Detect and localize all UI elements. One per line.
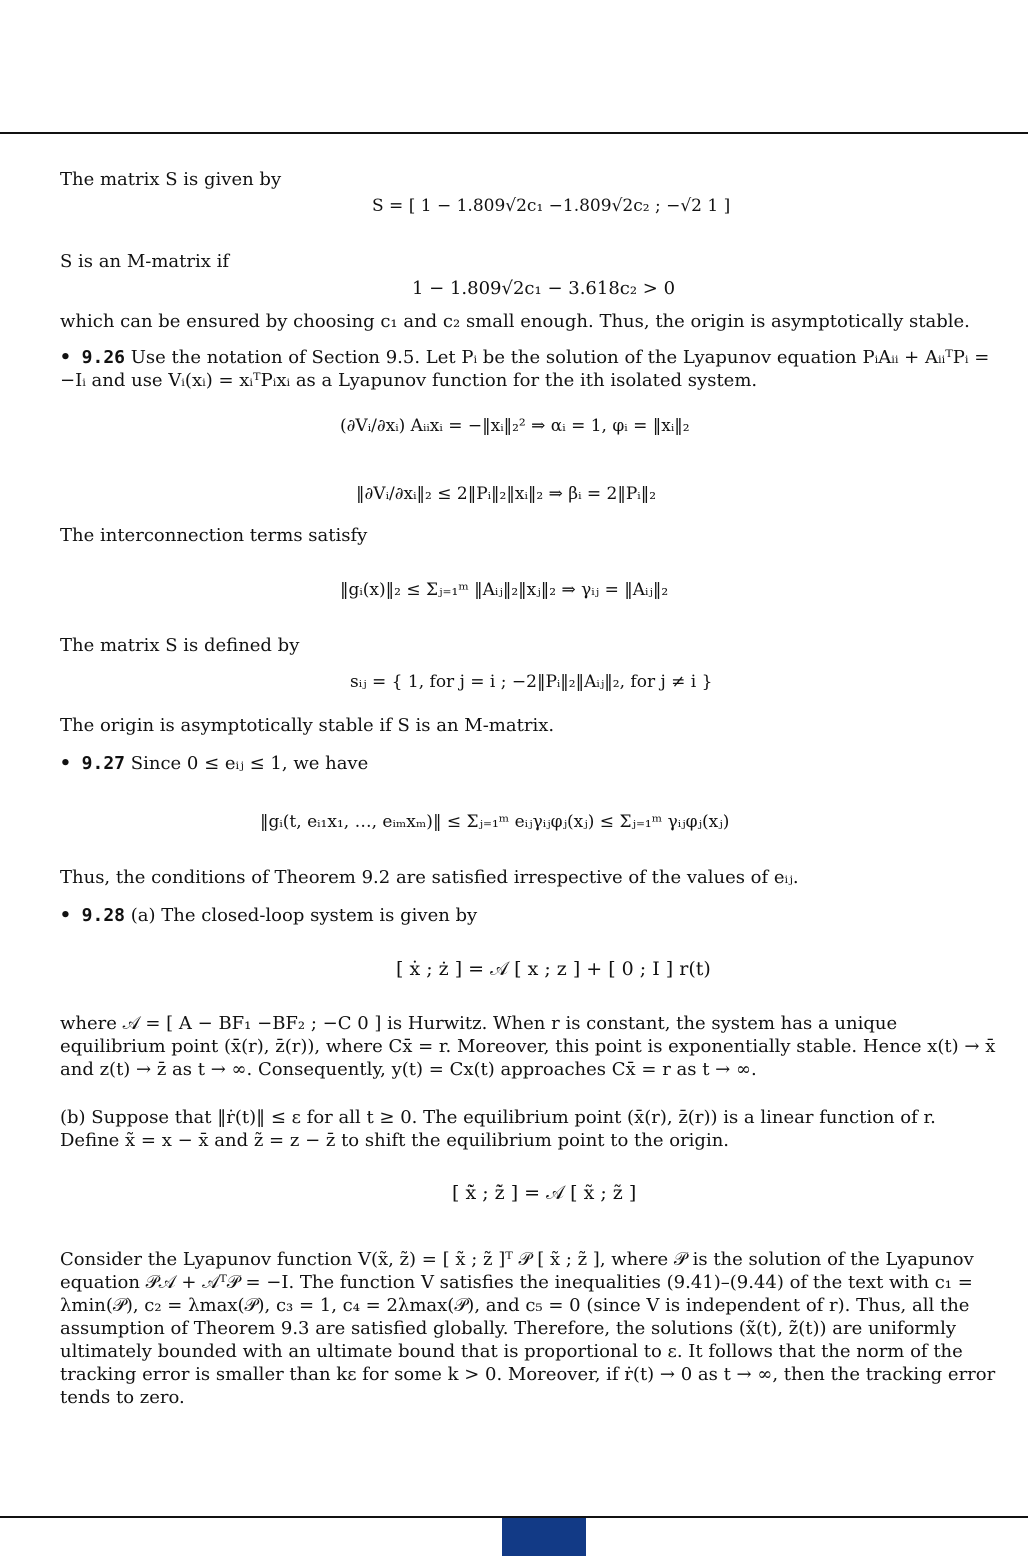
para-s-defined: The matrix S is defined by (60, 635, 300, 656)
eq-dv-aii: (∂Vᵢ/∂xᵢ) Aᵢᵢxᵢ = −‖xᵢ‖₂² ⇒ αᵢ = 1, φᵢ = ‖xᵢ‖₂ (340, 416, 690, 436)
eq-gi-eij: ‖gᵢ(t, eᵢ₁x₁, …, eᵢₘxₘ)‖ ≤ Σⱼ₌₁ᵐ eᵢⱼγᵢⱼφⱼ(xⱼ) ≤ Σⱼ₌₁ᵐ γᵢⱼφⱼ(xⱼ) (260, 812, 730, 832)
para-lyapunov: Consider the Lyapunov function V(x̃, z̃) = [ x̃ ; z̃ ]ᵀ 𝒫 [ x̃ ; z̃ ], where 𝒫 is the solution of the Lyapunov equation 𝒫𝒜 + 𝒜ᵀ𝒫 = −I. The function V satisfies the inequalities (9.41)–(9.44) of the text with c₁ = λmin(𝒫), c₂ = λmax(𝒫), c₃ = 1, c₄ = 2λmax(𝒫), and c₅ = 0 (since V is independent of r). Thus, all the assumption of Theorem 9.3 are satisfied globally. Therefore, the solutions (x̃(t), z̃(t)) are uniformly ultimately bounded with an ultimate bound that is proportional to ε. It follows that the norm of the tracking error is smaller than kε for some k > 0. Moreover, if ṙ(t) → 0 as t → ∞, then the tracking error tends to zero. (60, 1249, 996, 1408)
para-m-matrix-if: S is an M-matrix if (60, 251, 230, 272)
page-number-box (502, 1518, 586, 1556)
para-choose-c: which can be ensured by choosing c₁ and c₂ small enough. Thus, the origin is asymptotically stable. (60, 311, 970, 332)
para-part-b: (b) Suppose that ‖ṙ(t)‖ ≤ ε for all t ≥ 0. The equilibrium point (x̄(r), z̄(r)) is a linear function of r. Define x̃ = x − x̄ and z̃ = z − z̄ to shift the equilibrium point to the origin. (60, 1107, 936, 1151)
eq-m-condition: 1 − 1.809√2c₁ − 3.618c₂ > 0 (412, 278, 676, 299)
problem-label-9-26: • 9.26 (60, 347, 126, 368)
eq-gi-bound: ‖gᵢ(x)‖₂ ≤ Σⱼ₌₁ᵐ ‖Aᵢⱼ‖₂‖xⱼ‖₂ ⇒ γᵢⱼ = ‖Aᵢⱼ‖₂ (340, 580, 669, 600)
eq-sij: sᵢⱼ = { 1, for j = i ; −2‖Pᵢ‖₂‖Aᵢⱼ‖₂, for j ≠ i } (350, 672, 713, 692)
para-9-27-text: Since 0 ≤ eᵢⱼ ≤ 1, we have (130, 753, 369, 774)
para-9-26 (60, 346, 1000, 392)
eq-dv-norm: ‖∂Vᵢ/∂xᵢ‖₂ ≤ 2‖Pᵢ‖₂‖xᵢ‖₂ ⇒ βᵢ = 2‖Pᵢ‖₂ (356, 484, 657, 504)
para-9-28-text: (a) The closed-loop system is given by (130, 905, 478, 926)
para-interconnection: The interconnection terms satisfy (60, 525, 368, 546)
eq-closed-loop: [ ẋ ; ż ] = 𝒜 [ x ; z ] + [ 0 ; I ] r(t) (396, 958, 711, 980)
para-theorem-9-2: Thus, the conditions of Theorem 9.2 are satisfied irrespective of the values of eᵢⱼ. (60, 867, 799, 888)
para-hurwitz: where 𝒜 = [ A − BF₁ −BF₂ ; −C 0 ] is Hurwitz. When r is constant, the system has a unique equilibrium point (x̄(r), z̄(r)), where Cx̄ = r. Moreover, this point is exponentially stable. Hence x(t) → x̄ and z(t) → z̄ as t → ∞. Consequently, y(t) = Cx(t) approaches Cx̄ = r as t → ∞. (60, 1013, 996, 1080)
para-9-26-text: Use the notation of Section 9.5. Let Pᵢ be the solution of the Lyapunov equation PᵢAᵢᵢ + AᵢᵢᵀPᵢ = −Iᵢ and use Vᵢ(xᵢ) = xᵢᵀPᵢxᵢ as a Lyapunov function for the ith isolated system. (60, 347, 990, 391)
para-origin-stable: The origin is asymptotically stable if S is an M-matrix. (60, 715, 555, 736)
eq-s-matrix: S = [ 1 − 1.809√2c₁ −1.809√2c₂ ; −√2 1 ] (372, 196, 731, 216)
para-s-given: The matrix S is given by (60, 169, 282, 190)
header-rule (0, 132, 1028, 134)
para-9-27 (60, 752, 1000, 775)
problem-label-9-27: • 9.27 (60, 753, 126, 774)
para-9-28 (60, 904, 1000, 927)
eq-shifted: [ x̃̇ ; z̃̇ ] = 𝒜 [ x̃ ; z̃ ] (452, 1182, 637, 1204)
problem-label-9-28: • 9.28 (60, 905, 126, 926)
